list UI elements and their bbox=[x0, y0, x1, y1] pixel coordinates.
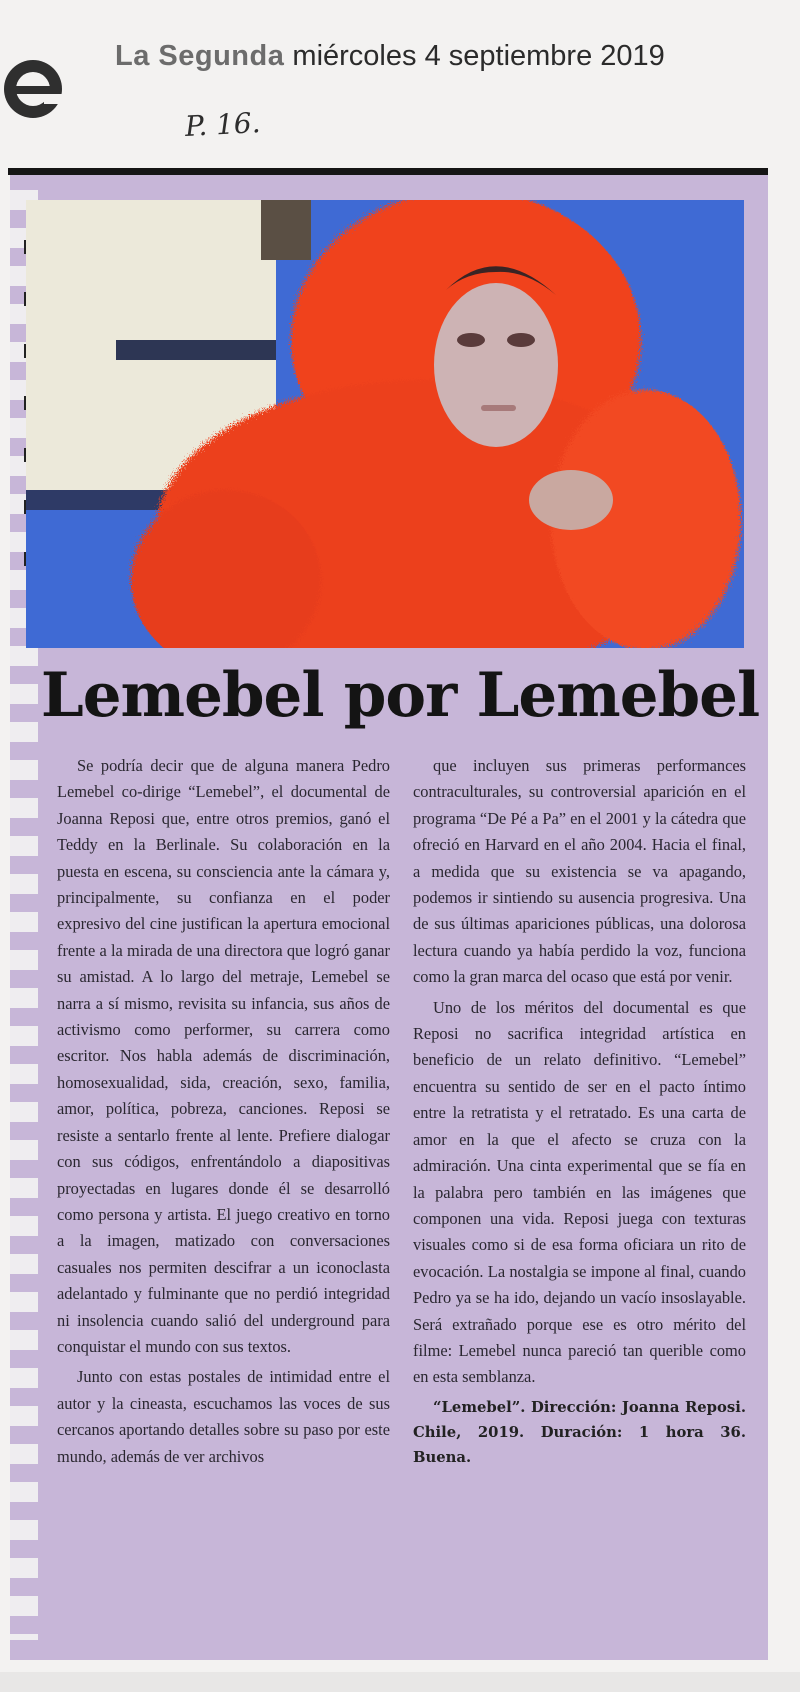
bottom-edge bbox=[0, 1672, 800, 1692]
paragraph: Se podría decir que de alguna manera Pedro Lemebel co-dirige “Lemebel”, el documental de Joanna Reposi que, entre otros premios, ganó el Teddy en la Berlinale. Su colaboración en la puesta en escena, su consciencia ante la cámara y, principalmente, su confianza en el poder expresivo del cine justifican la apertura emocional frente a la mirada de una directora que logró ganar su amistad. A lo largo del metraje, Lemebel se narra a sí mismo, revisita su infancia, sus años de activismo como performer, su carrera como escritor. Nos habla además de discriminación, homosexualidad, sida, creación, sexo, familia, amor, política, pobreza, canciones. Reposi se resiste a sentarlo frente al lente. Prefiere dialogar con sus códigos, enfrentándolo a diapositivas proyectadas en lugares donde él se desarrolló como persona y artista. El juego creativo en torno a la imagen, matizado con conversaciones casuales nos permiten descifrar a un iconoclasta adelantado y fulminante que no perdió integridad ni insolencia cuando salió del underground para conquistar el mundo con sus textos. bbox=[57, 756, 390, 1356]
article-column-left bbox=[57, 753, 390, 1470]
photo-illustration bbox=[26, 200, 744, 648]
top-rule bbox=[8, 168, 768, 175]
handwritten-page-note: P. 16. bbox=[184, 106, 262, 143]
article-photo bbox=[26, 200, 744, 648]
paragraph: que incluyen sus primeras performances contraculturales, su controversial aparición en el programa “De Pé a Pa” en el 2001 y la cátedra que ofreció en Harvard en el año 2004. Hacia el final, a medida que su existencia se va apagando, podemos ir sintiendo su ausencia progresiva. Una de sus últimas apariciones públicas, una dolorosa lectura cuando ya había perdido la voz, funciona como la gran marca del ocaso que está por venir. bbox=[413, 756, 746, 987]
newspaper-header bbox=[115, 40, 665, 73]
paragraph: Junto con estas postales de intimidad entre el autor y la cineasta, escuchamos las voces de sus cercanos aportando detalles sobre su paso por este mundo, además de ver archivos bbox=[57, 1367, 390, 1466]
paragraph: Uno de los méritos del documental es que Reposi no sacrifica integridad artística en beneficio de un relato definitivo. “Lemebel” encuentra su sentido de ser en el pacto íntimo entre la retratista y el retratado. Es una carta de amor en la que el afecto se cruza con la admiración. Una cinta experimental que se fía en la palabra pero también en las imágenes que componen una vida. Reposi juega con texturas visuales como si de esa forma oficiara un rito de evocación. La nostalgia se impone al final, cuando Pedro ya se ha ido, dejando un vacío insoslayable. Será extrañado porque ese es otro mérito del filme: Lemebel nunca pareció tan querible como en esta semblanza. bbox=[413, 997, 746, 1387]
article-column-right bbox=[413, 753, 746, 1470]
newspaper-name: La Segunda bbox=[115, 40, 285, 72]
article-headline: Lemebel por Lemebel bbox=[40, 660, 760, 731]
film-credits: “Lemebel”. Dirección: Joanna Reposi. Chile, 2019. Duración: 1 hora 36. Buena. bbox=[413, 1398, 746, 1466]
logo-e-icon bbox=[4, 60, 62, 118]
publication-date: miércoles 4 septiembre 2019 bbox=[292, 40, 665, 72]
